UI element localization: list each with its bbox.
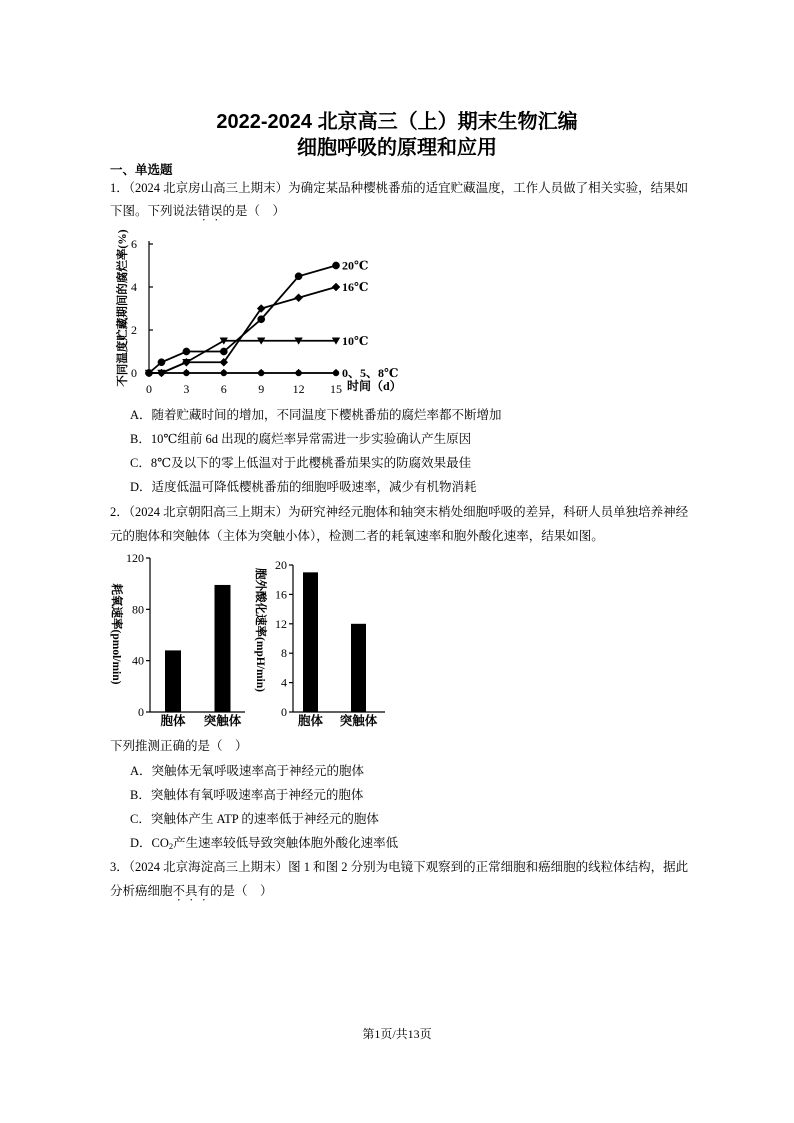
question-1-option-d: D．适度低温可降低樱桃番茄的细胞呼吸速率，减少有机物消耗 [130,480,477,494]
co2-subscript: 2 [168,841,174,851]
option-d-prefix: D．CO [130,836,169,850]
x-axis-label: 时间（d） [347,379,402,393]
series-0-label: 20℃ [342,258,369,273]
document-subtitle: 细胞呼吸的原理和应用 [297,137,497,159]
series-0-point [220,348,227,355]
category-label: 突触体 [339,714,378,728]
x-tick-label: 9 [258,382,265,396]
series-3-point [296,370,302,376]
y-tick-label: 80 [132,602,144,617]
oxygen-consumption-bar-chart [100,548,250,733]
bar-1 [351,624,366,712]
question-3-answer-blank: 的是（ ） [210,884,273,898]
series-3-point [221,370,227,376]
bar-1 [215,585,231,712]
series-0-point [332,262,339,269]
section-heading: 一、单选题 [110,163,173,177]
y-tick-label: 12 [275,616,287,631]
x-tick-label: 15 [330,382,342,396]
series-0-point [158,359,165,366]
page-number: 第1页/共13页 [362,1027,432,1041]
question-2-option-b: B．突触体有氧呼吸速率高于神经元的胞体 [130,788,364,802]
question-1-answer-blank: 的是（ ） [222,204,286,218]
series-3-point [183,370,189,376]
question-1-option-c: C．8℃及以下的零上低温对于此樱桃番茄果实的防腐效果最佳 [130,456,472,470]
series-3-label: 0、5、8℃ [342,366,399,380]
series-3-point [146,370,152,376]
question-2-option-a: A．突触体无氧呼吸速率高于神经元的胞体 [130,764,365,778]
series-1-line [149,287,336,373]
question-3-emphasized-word: 不具有 [172,884,211,898]
series-0-point [183,348,190,355]
question-1-stem-text: 下图。下列说法 [110,204,198,218]
question-2-stem-line-2: 元的胞体和突触体（主体为突触小体），检测二者的耗氧速率和胞外酸化速率，结果如图。 [110,529,604,543]
series-1-point [332,283,340,291]
question-1-option-b: B．10℃组前 6d 出现的腐烂率异常需进一步实验确认产生原因 [130,432,472,446]
series-0-line [149,266,336,374]
option-d-text: 产生速率较低导致突触体胞外酸化速率低 [173,836,399,850]
y-tick-label: 4 [281,675,287,690]
category-label: 胞体 [297,714,324,728]
y-tick-label: 8 [281,646,287,661]
extracellular-acidification-bar-chart [250,548,400,733]
y-axis-label: 不同温度贮藏期间的腐烂率(%) [117,229,129,387]
x-tick-label: 0 [146,382,152,396]
y-tick-label: 16 [275,587,287,602]
y-axis-label: 胞外酸化速率(mpH/min) [254,568,266,692]
question-3-stem-line-1: 3．（2024 北京海淀高三上期末）图 1 和图 2 分别为电镜下观察到的正常细胞和癌细胞的线粒体结构，据此 [110,860,689,874]
series-3-point [158,370,164,376]
question-1-stem-line-1: 1．（2024 北京房山高三上期末）为确定某品种樱桃番茄的适宜贮藏温度，工作人员做了相关实验，结果如 [110,181,689,195]
question-2-option-c: C．突触体产生 ATP 的速率低于神经元的胞体 [130,812,379,826]
y-tick-label: 120 [126,551,144,565]
category-label: 胞体 [160,714,186,728]
question-3-stem-line-2 [110,883,273,904]
series-1-point [295,294,303,302]
y-tick-label: 2 [131,323,137,337]
bar-0 [303,572,318,712]
question-3-stem-text: 分析癌细胞 [110,884,173,898]
question-1-emphasized-word: 错误 [197,204,223,218]
question-2-prompt: 下列推测正确的是（ ） [110,739,248,753]
y-tick-label: 20 [275,558,287,572]
category-label: 突触体 [203,714,242,728]
question-2-option-d [130,835,398,854]
series-3-point [258,370,264,376]
document-title: 2022-2024 北京高三（上）期末生物汇编 [216,111,578,133]
series-3-point [333,370,339,376]
series-1-label: 16℃ [342,280,369,294]
y-tick-label: 0 [131,366,137,380]
bar-0 [165,650,181,712]
x-tick-label: 12 [292,382,305,396]
x-tick-label: 6 [220,382,227,396]
question-2-stem-line-1: 2．（2024 北京朝阳高三上期末）为研究神经元胞体和轴突末梢处细胞呼吸的差异，科研人员单独培养神经 [110,505,689,519]
rot-rate-line-chart [100,228,430,403]
y-tick-label: 40 [132,653,144,668]
question-1-option-a: A．随着贮藏时间的增加，不同温度下樱桃番茄的腐烂率都不断增加 [130,408,502,422]
series-2-label: 10℃ [342,333,369,348]
question-1-stem-line-2 [110,203,285,224]
y-tick-label: 0 [138,705,144,719]
y-tick-label: 4 [131,280,137,294]
series-0-point [295,273,302,280]
x-tick-label: 3 [183,382,190,396]
series-0-point [258,316,265,323]
series-2-line [149,341,336,373]
y-tick-label: 6 [131,237,137,251]
y-tick-label: 0 [281,705,287,719]
y-axis-label: 耗氧速率(pmol/min) [110,583,122,685]
